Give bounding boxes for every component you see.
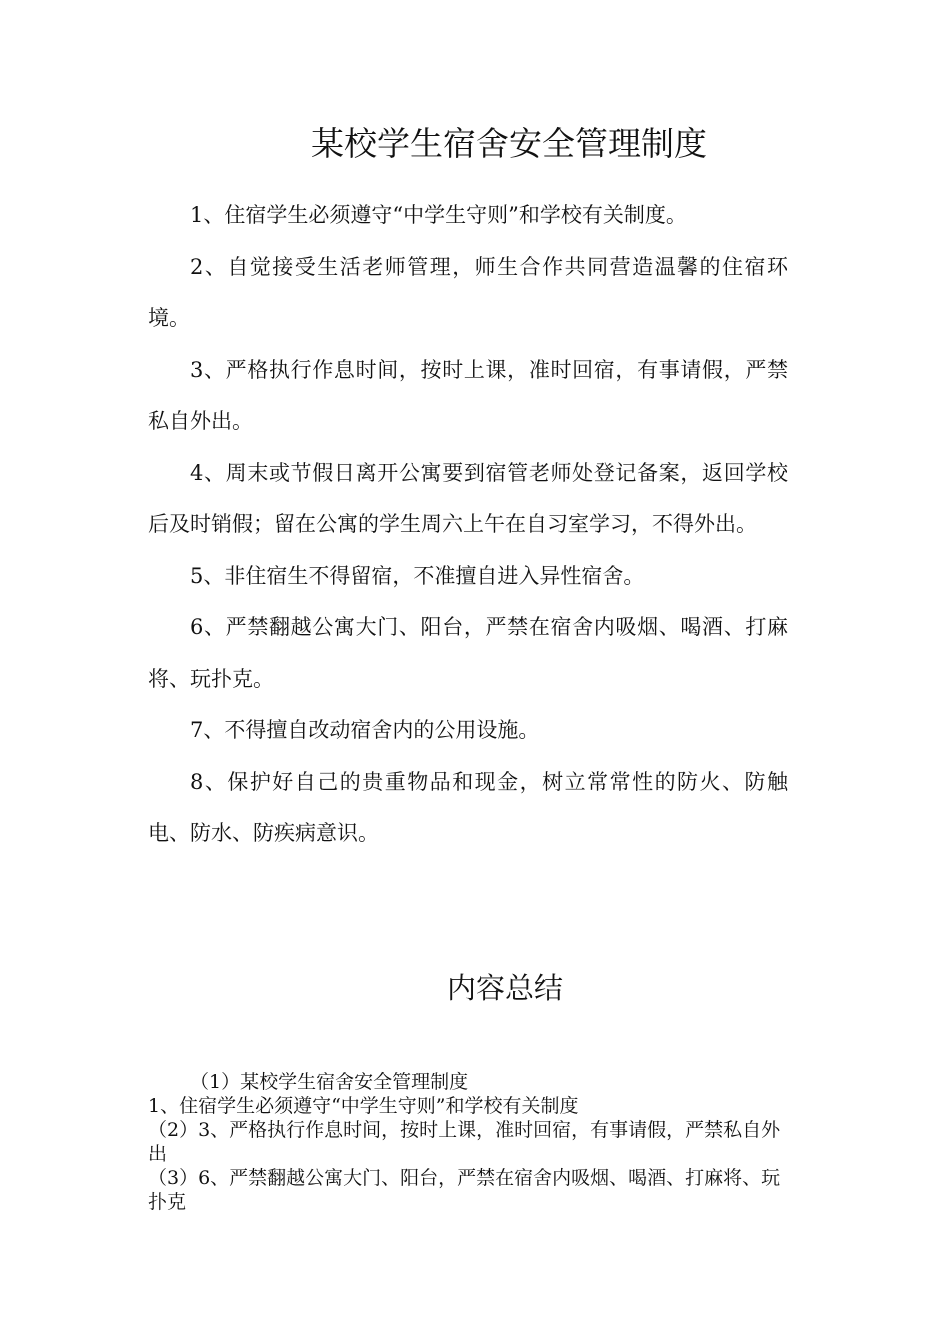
- rule-paragraph-8: 8、保护好自己的贵重物品和现金，树立常常性的防火、防触电、防水、防疾病意识。: [148, 769, 788, 845]
- rule-paragraph-6: 6、严禁翻越公寓大门、阳台，严禁在宿舍内吸烟、喝酒、打麻将、玩扑克。: [148, 615, 788, 691]
- document-title: 某校学生宿舍安全管理制度: [311, 124, 707, 163]
- rule-paragraph-4: 4、周末或节假日离开公寓要到宿管老师处登记备案，返回学校后及时销假；留在公寓的学生周六上午在自习室学习，不得外出。: [148, 460, 788, 536]
- rule-paragraph-3: 3、严格执行作息时间，按时上课，准时回宿，有事请假，严禁私自外出。: [148, 357, 788, 433]
- summary-title: 内容总结: [446, 971, 563, 1005]
- summary-section: [148, 1070, 796, 1214]
- document-body: [148, 190, 788, 860]
- summary-line-1: （1）某校学生宿舍安全管理制度: [190, 1071, 469, 1093]
- rule-paragraph-5: 5、非住宿生不得留宿，不准擅自进入异性宿舍。: [190, 563, 645, 588]
- summary-line-4: （3）6、严禁翻越公寓大门、阳台，严禁在宿舍内吸烟、喝酒、打麻将、玩扑克: [148, 1167, 781, 1213]
- rule-paragraph-1: 1、住宿学生必须遵守“中学生守则”和学校有关制度。: [190, 203, 687, 227]
- summary-line-3: （2）3、严格执行作息时间，按时上课，准时回宿，有事请假，严禁私自外出: [148, 1119, 781, 1165]
- summary-line-2: 1、住宿学生必须遵守“中学生守则”和学校有关制度: [148, 1095, 579, 1117]
- rule-paragraph-7: 7、不得擅自改动宿舍内的公用设施。: [190, 718, 540, 742]
- rule-paragraph-2: 2、自觉接受生活老师管理，师生合作共同营造温馨的住宿环境。: [148, 254, 788, 330]
